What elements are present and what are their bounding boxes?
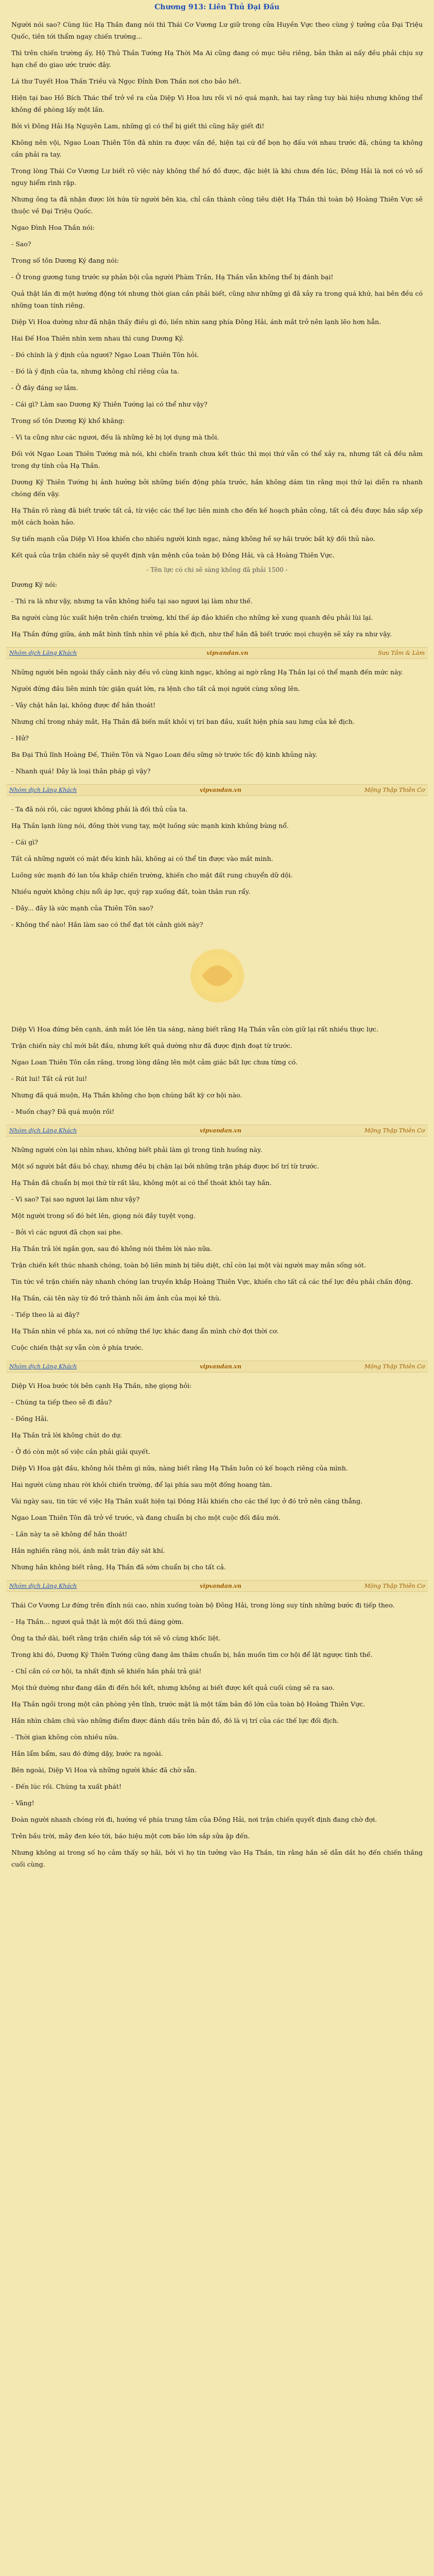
paragraph-group-7: [11, 533, 423, 561]
paragraph: Hạ Thần lạnh lùng nói, đồng thời vung tay, một luồng sức mạnh kinh khủng bùng nổ.: [11, 822, 289, 829]
paragraph: - Sao?: [11, 240, 31, 248]
paragraph: Nhưng hắn không biết rằng, Hạ Thần đã sớm chuẩn bị cho tất cả.: [11, 1563, 226, 1571]
paragraph: Tin tức về trận chiến này nhanh chóng lan truyền khắp Hoàng Thiên Vực, khiến cho tất cả các thế lực đều phải chấn động.: [11, 1278, 413, 1285]
paragraph-group-18: [11, 1814, 423, 1870]
paragraph: Trận chiến này chỉ mới bắt đầu, nhưng kết quả dường như đã được định đoạt từ trước.: [11, 1042, 292, 1049]
paragraph: Hắn nhìn chăm chú vào những điểm được đánh dấu trên bản đồ, đó là vị trí của các thế lực đối địch.: [11, 1717, 339, 1724]
paragraph: - Cái gì?: [11, 838, 38, 846]
section-break: - Tên lực có chi sẽ sàng không đã phải 1500 -: [146, 566, 288, 573]
paragraph: - Đó là ý định của ta, nhưng không chỉ riêng của ta.: [11, 367, 179, 375]
ad-link-left[interactable]: Nhóm dịch Lăng Khách: [9, 1363, 77, 1370]
paragraph: Ngao Đình Hoa Thần nói:: [11, 224, 95, 231]
ad-banner-3[interactable]: [6, 1125, 428, 1137]
paragraph: Diệp Vi Hoa dường như đã nhận thấy điều gì đó, liền nhìn sang phía Đông Hải, ánh mắt trở nên lạnh lẽo hơn hẳn.: [11, 318, 381, 326]
paragraph: Trong lòng Thái Cơ Vương Lư biết rõ việc này không thể hồ đồ được, đặc biệt là khi chưa đến lúc, Đông Hải là nơi có vô số nguy hiểm rình rập.: [11, 167, 423, 187]
paragraph-group-6: [11, 448, 423, 528]
paragraph-group-1: [11, 19, 423, 132]
ad-link-left[interactable]: Nhóm dịch Lăng Khách: [9, 1127, 77, 1134]
chapter-title: Chương 913: Liên Thủ Đại Đấu: [154, 3, 280, 11]
paragraph: Ba Đại Thủ lĩnh Hoàng Đế, Thiên Tôn và Ngao Loan đều sững sờ trước tốc độ kinh khủng này.: [11, 751, 318, 758]
paragraph: - Vây chặt hắn lại, không được để hắn thoát!: [11, 701, 156, 709]
paragraph: Ngao Loan Thiên Tôn cắn răng, trong lòng dâng lên một cảm giác bất lực chưa từng có.: [11, 1058, 298, 1066]
paragraph: Trong khi đó, Dương Ký Thiên Tướng cũng đang âm thầm chuẩn bị, hắn muốn tìm cơ hội để lật ngược tình thế.: [11, 1651, 373, 1658]
ad-banner-5[interactable]: [6, 1580, 428, 1592]
ad-brand[interactable]: vipvandan.vn: [200, 1363, 241, 1370]
paragraph: - Lần này ta sẽ không để hắn thoát!: [11, 1530, 128, 1538]
paragraph: Hạ Thần trả lời ngắn gọn, sau đó không nói thêm lời nào nữa.: [11, 1245, 212, 1252]
paragraph-group-9: [11, 666, 423, 777]
paragraph-group-11: [11, 1023, 423, 1117]
paragraph-group-3: [11, 222, 423, 283]
paragraph-group-4: [11, 287, 423, 344]
paragraph: - Đó chính là ý định của ngươi? Ngao Loan Thiên Tôn hỏi.: [11, 351, 199, 359]
paragraph-group-2: [11, 137, 423, 217]
paragraph: - Muốn chạy? Đã quá muộn rồi!: [11, 1108, 115, 1115]
paragraph: Nhưng đã quá muộn, Hạ Thần không cho bọn chúng bất kỳ cơ hội nào.: [11, 1091, 242, 1099]
paragraph-group-13: [11, 1259, 423, 1353]
paragraph: Người đứng đầu liên minh tức giận quát lớn, ra lệnh cho tất cả mọi người cùng xông lên.: [11, 685, 300, 692]
paragraph-group-12: [11, 1144, 423, 1255]
paragraph: - Chúng ta tiếp theo sẽ đi đâu?: [11, 1398, 112, 1406]
paragraph: - Thời gian không còn nhiều nữa.: [11, 1733, 119, 1741]
paragraph: Lá thư Tuyết Hoa Thần Triều và Ngọc Đỉnh Đơn Thần nơi cho bảo hết.: [11, 77, 241, 85]
paragraph: Quả thật lần đi một hướng động tới nhưng thời gian cần phải biết, cũng như những gì đã xảy ra trong quá khứ, hai bên đều có những toan tính riêng.: [11, 290, 423, 309]
paragraph: Sự tiến mạnh của Diệp Vi Hoa khiến cho nhiều người kinh ngạc, nàng không hề sợ hãi trước bất kỳ đối thủ nào.: [11, 535, 375, 543]
paragraph: - Nhanh quá! Đây là loại thân pháp gì vậy?: [11, 767, 151, 775]
paragraph: Ngao Loan Thiên Tôn đã trở về trước, và đang chuẩn bị cho một cuộc đối đầu mới.: [11, 1514, 281, 1521]
paragraph: Trong số tôn Dương Ký khổ khăng:: [11, 417, 125, 425]
ad-banner-4[interactable]: [6, 1361, 428, 1372]
paragraph: Đối với Ngao Loan Thiên Tướng mà nói, khi chiến tranh chưa kết thúc thì mọi thứ vẫn có thể xảy ra, nhưng tất cả đều nằm trong dự tính của Hạ Thần.: [11, 450, 423, 469]
ad-brand[interactable]: vipvandan.vn: [200, 1127, 241, 1134]
paragraph: Hạ Thần rõ ràng đã biết trước tất cả, từ việc các thế lực liên minh cho đến kế hoạch phản công, tất cả đều được hắn sắp xếp một cách hoàn hảo.: [11, 506, 423, 526]
ad-link-left[interactable]: Nhóm dịch Lăng Khách: [9, 787, 77, 793]
ad-brand[interactable]: vipvandan.vn: [200, 1583, 241, 1589]
paragraph: - Vì ta cũng như các ngươi, đều là những kẻ bị lợi dụng mà thôi.: [11, 433, 219, 441]
paragraph: - Thì ra là như vậy, nhưng ta vẫn không hiểu tại sao ngươi lại làm như thế.: [11, 597, 253, 605]
paragraph: Hạ Thần đứng giữa, ánh mắt bình tĩnh nhìn về phía kẻ địch, như thể hắn đã biết trước mọi chuyện sẽ xảy ra như vậy.: [11, 630, 392, 638]
paragraph: - Vâng!: [11, 1799, 34, 1807]
paragraph: Hai người cùng nhau rời khỏi chiến trường, để lại phía sau một đống hoang tàn.: [11, 1481, 272, 1488]
paragraph: Trong số tôn Dương Ký đang nói:: [11, 257, 119, 264]
paragraph: Luồng sức mạnh đó lan tỏa khắp chiến trường, khiến cho mặt đất rung chuyển dữ dội.: [11, 871, 293, 879]
ad-link-right[interactable]: Mộng Thập Thiên Cơ: [364, 1583, 425, 1589]
paragraph-group-17: [11, 1698, 423, 1809]
paragraph: Nhưng chỉ trong nháy mắt, Hạ Thần đã biến mất khỏi vị trí ban đầu, xuất hiện phía sau lưng của kẻ địch.: [11, 718, 355, 725]
paragraph: Ông ta thở dài, biết rằng trận chiến sắp tới sẽ vô cùng khốc liệt.: [11, 1634, 221, 1642]
paragraph: Dương Ký nói:: [11, 581, 57, 588]
paragraph: Cuộc chiến thật sự vẫn còn ở phía trước.: [11, 1344, 144, 1351]
ad-link-right[interactable]: Mộng Thập Thiên Cơ: [364, 787, 425, 793]
ad-banner-1[interactable]: [6, 647, 428, 659]
paragraph: - Tiếp theo là ai đây?: [11, 1311, 80, 1318]
paragraph: - Ở trong gương tung trước sự phản bội của người Phàm Trần, Hạ Thần vẫn không thể bị đánh bại!: [11, 273, 334, 281]
paragraph-group-14: [11, 1380, 423, 1490]
paragraph: Trận chiến kết thúc nhanh chóng, toàn bộ liên minh bị tiêu diệt, chỉ còn lại một vài người may mắn sống sót.: [11, 1261, 366, 1269]
ad-link-left[interactable]: Nhóm dịch Lăng Khách: [9, 1583, 77, 1589]
paragraph: Một số người bắt đầu bỏ chạy, nhưng đều bị chặn lại bởi những trận pháp được bố trí từ trước.: [11, 1162, 319, 1170]
paragraph-group-5: [11, 349, 423, 443]
paragraph: Hạ Thần đã chuẩn bị mọi thứ từ rất lâu, không một ai có thể thoát khỏi tay hắn.: [11, 1179, 272, 1187]
paragraph: Những người còn lại nhìn nhau, không biết phải làm gì trong tình huống này.: [11, 1146, 263, 1154]
paragraph: Hắn lẩm bẩm, sau đó đứng dậy, bước ra ngoài.: [11, 1750, 163, 1757]
paragraph: - Đây... đây là sức mạnh của Thiên Tôn sao?: [11, 904, 153, 912]
paragraph: - Cái gì? Làm sao Dương Ký Thiên Tướng lại có thể như vậy?: [11, 400, 207, 408]
paragraph: Hạ Thần, cái tên này từ đó trở thành nỗi ám ảnh của mọi kẻ thù.: [11, 1294, 221, 1302]
paragraph: Trên bầu trời, mây đen kéo tới, báo hiệu một cơn bão lớn sắp sửa ập đến.: [11, 1832, 250, 1840]
paragraph: Nhưng không ai trong số họ cảm thấy sợ hãi, bởi vì họ tin tưởng vào Hạ Thần, tin rằng hắn sẽ dẫn dắt họ đến chiến thắng cuối cùng.: [11, 1849, 423, 1868]
paragraph: Ba người cùng lúc xuất hiện trên chiến trường, khí thế áp đảo khiến cho những kẻ xung quanh đều phải lùi lại.: [11, 614, 373, 621]
paragraph: - Hử?: [11, 734, 29, 742]
ad-link-right[interactable]: Sưu Tầm & Làm: [378, 650, 425, 656]
paragraph: Bên ngoài, Diệp Vi Hoa và những người khác đã chờ sẵn.: [11, 1766, 197, 1774]
paragraph-group-16: [11, 1599, 423, 1693]
paragraph: Hạ Thần trả lời không chút do dự.: [11, 1431, 123, 1439]
paragraph: Đoàn người nhanh chóng rời đi, hướng về phía trung tâm của Đông Hải, nơi trận chiến quyết định đang chờ đợi.: [11, 1816, 377, 1823]
ad-link-left[interactable]: Nhóm dịch Lăng Khách: [9, 650, 77, 656]
paragraph: Bởi vì Đông Hải Hạ Nguyên Lam, những gì có thể bị giết thì cũng hãy giết đi!: [11, 122, 265, 130]
paragraph: Diệp Vi Hoa bước tới bên cạnh Hạ Thần, nhẹ giọng hỏi:: [11, 1382, 192, 1389]
paragraph: Hạ Thần ngồi trong một căn phòng yên tĩnh, trước mặt là một tấm bản đồ lớn của toàn bộ Hoàng Thiên Vực.: [11, 1700, 366, 1708]
paragraph: - Bởi vì các ngươi đã chọn sai phe.: [11, 1228, 123, 1236]
paragraph: Tất cả những người có mặt đều kinh hãi, không ai có thể tin được vào mắt mình.: [11, 855, 273, 862]
paragraph: Những người bên ngoài thấy cảnh này đều vô cùng kinh ngạc, không ai ngờ rằng Hạ Thần lại có thể mạnh đến mức này.: [11, 668, 403, 676]
paragraph: - Đến lúc rồi. Chúng ta xuất phát!: [11, 1783, 122, 1790]
paragraph: Hiện tại bao Hồ Bích Thác thể trở về ra của Diệp Vi Hoa lưu rồi vì nó quá mạnh, hai tay rằng tuy bài hiệu nhưng không thể không đề phòng lấy một lần.: [11, 94, 423, 113]
paragraph: - Không thể nào! Hắn làm sao có thể đạt tới cảnh giới này?: [11, 921, 203, 928]
ad-link-right[interactable]: Mộng Thập Thiên Cơ: [364, 1363, 425, 1370]
paragraph: - Hạ Thần... ngươi quả thật là một đối thủ đáng gờm.: [11, 1618, 184, 1625]
paragraph: Diệp Vi Hoa gật đầu, không hỏi thêm gì nữa, nàng biết rằng Hạ Thần luôn có kế hoạch riêng của mình.: [11, 1464, 348, 1472]
ad-link-right[interactable]: Mộng Thập Thiên Cơ: [364, 1127, 425, 1134]
paragraph: Hai Đế Hoa Thiên nhìn xem nhau thì cung Dương Ký.: [11, 334, 184, 342]
paragraph: Không nên vội, Ngao Loan Thiên Tôn đã nhìn ra được vấn đề, hiện tại cứ để bọn họ đấu với nhau trước đã, chúng ta không cần phải ra tay.: [11, 139, 423, 158]
ad-brand[interactable]: vipvandan.vn: [206, 650, 249, 656]
paragraph-group-8: [11, 579, 423, 640]
paragraph: Nhưng ông ta đã nhận được lời hứa từ người bên kia, chỉ cần thành công tiêu diệt Hạ Thần thì toàn bộ Hoàng Thiên Vực sẽ thuộc về Đại Triệu Quốc.: [11, 195, 423, 215]
paragraph: Diệp Vi Hoa đứng bên cạnh, ánh mắt lóe lên tia sáng, nàng biết rằng Hạ Thần vẫn còn giữ lại rất nhiều thực lực.: [11, 1025, 378, 1033]
paragraph: Thì trên chiến trường ấy, Hộ Thủ Thần Tướng Hạ Thời Ma Ai cũng đang có mục tiêu riêng, bản thân ai nấy đều phải chịu sự hạn chế do giao ước trước đây.: [11, 49, 423, 69]
paragraph: - Đông Hải.: [11, 1415, 49, 1422]
paragraph: Vài ngày sau, tin tức về việc Hạ Thần xuất hiện tại Đông Hải khiến cho các thế lực ở đó trở nên căng thẳng.: [11, 1497, 363, 1505]
paragraph: Mọi thứ dường như đang dần đi đến hồi kết, nhưng không ai biết được kết quả cuối cùng sẽ ra sao.: [11, 1684, 335, 1691]
paragraph: Hạ Thần nhìn về phía xa, nơi có những thế lực khác đang ẩn mình chờ đợi thời cơ.: [11, 1327, 279, 1335]
ad-banner-2[interactable]: [6, 784, 428, 796]
paragraph: - Rút lui! Tất cả rút lui!: [11, 1075, 88, 1082]
paragraph: - Ở đó còn một số việc cần phải giải quyết.: [11, 1448, 150, 1455]
paragraph: Nhiều người không chịu nổi áp lực, quỳ rạp xuống đất, toàn thân run rẩy.: [11, 888, 251, 895]
paragraph: Một người trong số đó hét lên, giọng nói đầy tuyệt vọng.: [11, 1212, 196, 1219]
paragraph: - Chỉ cần có cơ hội, ta nhất định sẽ khiến hắn phải trả giá!: [11, 1667, 202, 1675]
paragraph: - Vì sao? Tại sao ngươi lại làm như vậy?: [11, 1195, 140, 1203]
paragraph: - Ở đây đáng sợ lắm.: [11, 384, 78, 392]
watermark-logo-icon: [171, 940, 264, 1012]
paragraph: Người nói sao? Cùng lúc Hạ Thần đang nói thì Thái Cơ Vương Lư giữ trong cửa Huyền Vực theo cùng ý tưởng của Đại Triệu Quốc, tiên tới thẩm ngay chiến trường...: [11, 21, 423, 40]
paragraph: Kết quả của trận chiến này sẽ quyết định vận mệnh của toàn bộ Đông Hải, và cả Hoàng Thiên Vực.: [11, 551, 335, 559]
paragraph-group-10: [11, 803, 423, 930]
paragraph: Hắn nghiến răng nói, ánh mắt tràn đầy sát khí.: [11, 1547, 165, 1554]
ad-brand[interactable]: vipvandan.vn: [200, 787, 241, 793]
paragraph-group-15: [11, 1495, 423, 1573]
paragraph: Thái Cơ Vương Lư đứng trên đỉnh núi cao, nhìn xuống toàn bộ Đông Hải, trong lòng suy tính những bước đi tiếp theo.: [11, 1601, 395, 1609]
paragraph: Dương Ký Thiên Tướng bị ảnh hưởng bởi những biến động phía trước, hắn không dám tin rằng mọi thứ lại diễn ra nhanh chóng đến vậy.: [11, 478, 423, 498]
paragraph: - Ta đã nói rồi, các ngươi không phải là đối thủ của ta.: [11, 805, 188, 813]
